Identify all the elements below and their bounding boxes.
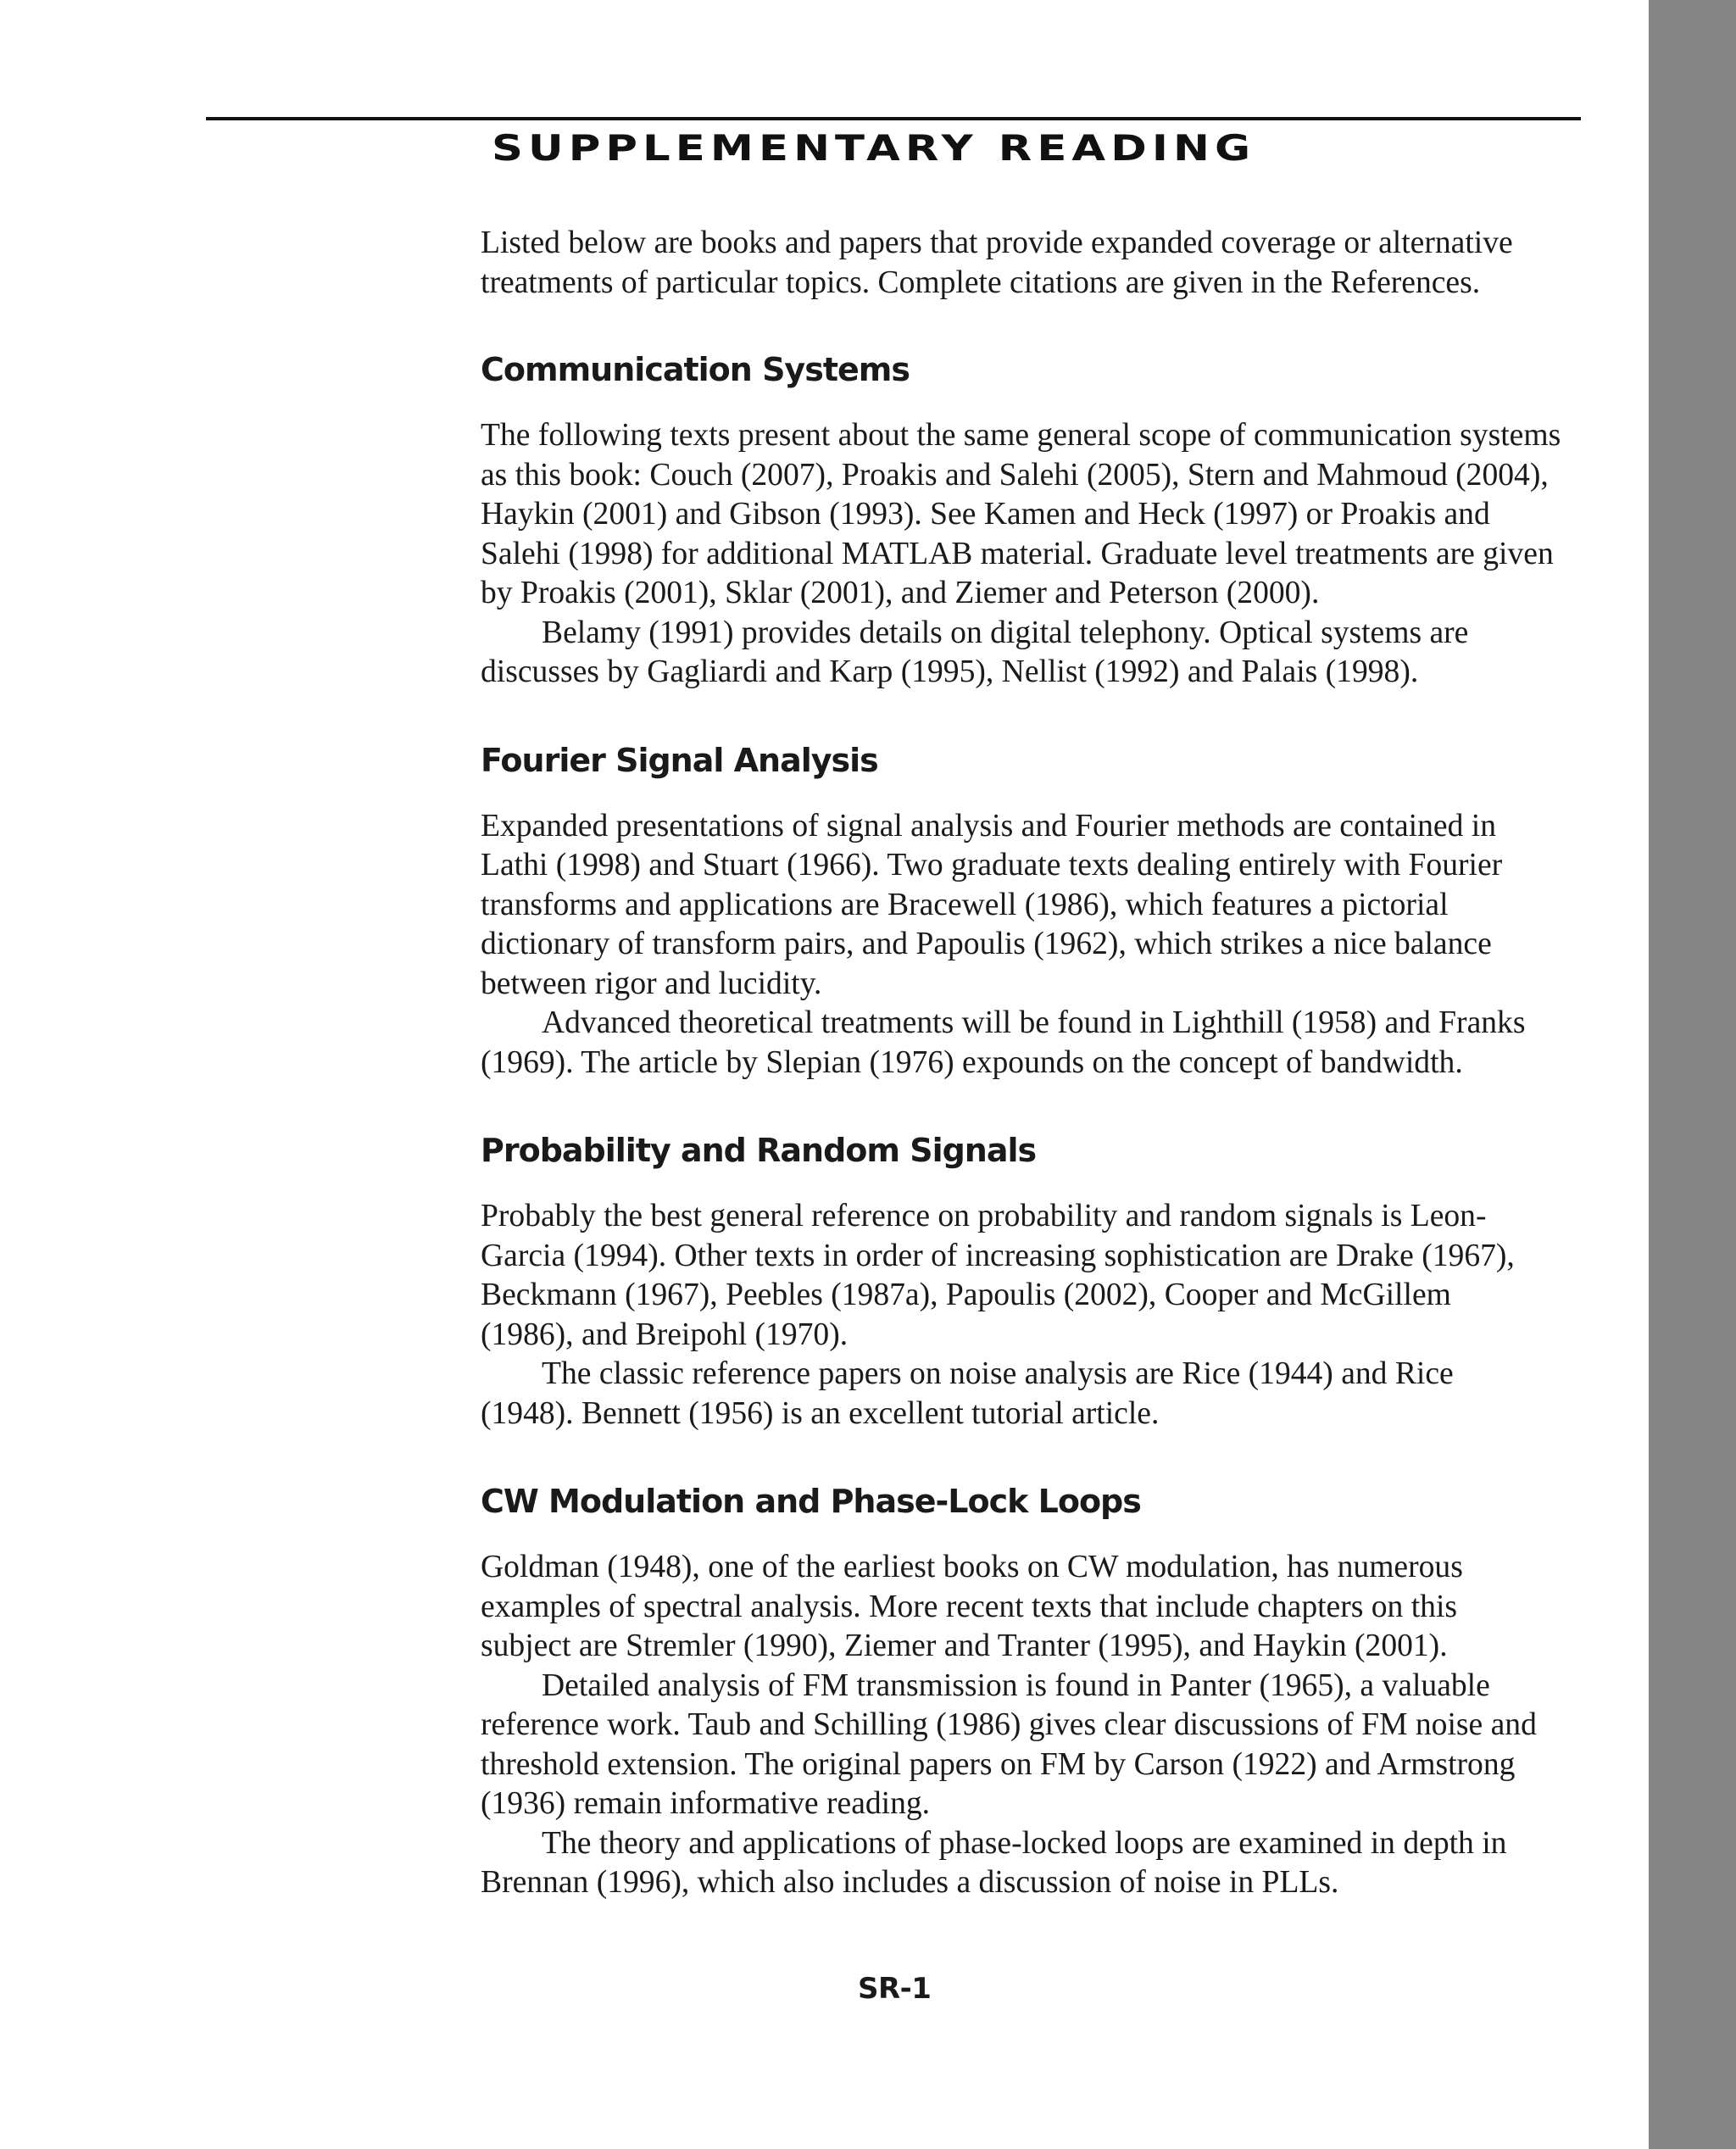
text-line: (1948). Bennett (1956) is an excellent tutorial article.	[481, 1395, 1160, 1431]
text-line: Garcia (1994). Other texts in order of increasing sophistication are Drake (1967),	[481, 1238, 1515, 1273]
intro-paragraph	[481, 224, 1583, 303]
text-line: Belamy (1991) provides details on digital telephony. Optical systems are	[542, 615, 1469, 650]
text-line: The theory and applications of phase-locked loops are examined in depth in	[542, 1825, 1507, 1861]
text-line: examples of spectral analysis. More recent texts that include chapters on this	[481, 1589, 1458, 1624]
text-line: dictionary of transform pairs, and Papoulis (1962), which strikes a nice balance	[481, 927, 1492, 961]
section-paragraph	[481, 1197, 1583, 1434]
text-line: subject are Stremler (1990), Ziemer and Tranter (1995), and Haykin (2001).	[481, 1628, 1448, 1663]
section-heading: Fourier Signal Analysis	[481, 741, 878, 779]
text-line: Probably the best general reference on probability and random signals is Leon-	[481, 1199, 1487, 1233]
intro-line: treatments of particular topics. Complete citations are given in the References.	[481, 264, 1481, 300]
text-line: (1986), and Breipohl (1970).	[481, 1317, 849, 1352]
text-line: Advanced theoretical treatments will be found in Lighthill (1958) and Franks	[542, 1005, 1526, 1040]
text-line: Detailed analysis of FM transmission is found in Panter (1965), a valuable	[542, 1667, 1490, 1703]
page-number: SR-1	[858, 1972, 932, 2006]
text-line: (1936) remain informative reading.	[481, 1786, 931, 1821]
text-line: transforms and applications are Bracewell (1986), which features a pictorial	[481, 887, 1449, 922]
section-fourier-signal-analysis	[481, 740, 1583, 1083]
text-line: between rigor and lucidity.	[481, 966, 822, 1001]
section-paragraph	[481, 807, 1583, 1083]
text-line: threshold extension. The original papers on FM by Carson (1922) and Armstrong	[481, 1746, 1516, 1782]
text-line: Salehi (1998) for additional MATLAB material. Graduate level treatments are given	[481, 536, 1554, 571]
page-edge-bar	[1649, 0, 1736, 2149]
text-line: as this book: Couch (2007), Proakis and Salehi (2005), Stern and Mahmoud (2004),	[481, 457, 1549, 493]
text-line: The classic reference papers on noise analysis are Rice (1944) and Rice	[542, 1356, 1454, 1391]
section-heading: CW Modulation and Phase-Lock Loops	[481, 1483, 1141, 1520]
header-rule	[206, 117, 1581, 120]
page-title: SUPPLEMENTARY READING	[492, 127, 1256, 169]
text-line: The following texts present about the same general scope of communication systems	[481, 418, 1561, 453]
text-line: Beckmann (1967), Peebles (1987a), Papoulis (2002), Cooper and McGillem	[481, 1278, 1451, 1312]
text-line: (1969). The article by Slepian (1976) expounds on the concept of bandwidth.	[481, 1044, 1463, 1080]
text-line: Haykin (2001) and Gibson (1993). See Kamen and Heck (1997) or Proakis and	[481, 497, 1490, 532]
text-line: Lathi (1998) and Stuart (1966). Two graduate texts dealing entirely with Fourier	[481, 848, 1503, 882]
text-line: reference work. Taub and Schilling (1986) gives clear discussions of FM noise and	[481, 1707, 1537, 1742]
text-line: by Proakis (2001), Sklar (2001), and Ziemer and Peterson (2000).	[481, 576, 1320, 610]
text-line: Brennan (1996), which also includes a discussion of noise in PLLs.	[481, 1865, 1339, 1900]
section-communication-systems	[481, 349, 1583, 693]
text-line: Goldman (1948), one of the earliest books on CW modulation, has numerous	[481, 1550, 1463, 1584]
section-probability-random-signals	[481, 1130, 1583, 1434]
text-line: discusses by Gagliardi and Karp (1995), Nellist (1992) and Palais (1998).	[481, 654, 1419, 689]
section-cw-modulation-pll	[481, 1481, 1583, 1903]
text-line: Expanded presentations of signal analysis and Fourier methods are contained in	[481, 808, 1497, 843]
page-content	[481, 224, 1583, 1903]
section-heading: Probability and Random Signals	[481, 1132, 1037, 1169]
intro-line: Listed below are books and papers that provide expanded coverage or alternative	[481, 225, 1513, 260]
section-paragraph	[481, 1548, 1583, 1903]
section-paragraph	[481, 416, 1583, 693]
section-heading: Communication Systems	[481, 351, 910, 388]
